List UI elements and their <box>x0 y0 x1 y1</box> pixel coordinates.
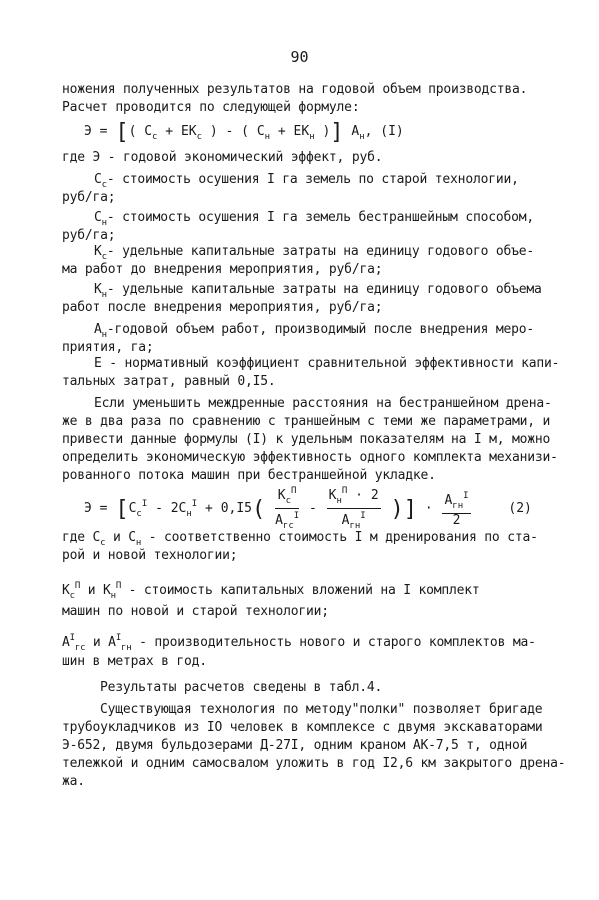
text-line: трубоукладчиков из IO человек в комплексе с двумя экскаваторами <box>62 720 543 735</box>
definition-e: Е - нормативный коэффициент сравнительной эффективности капи- <box>94 356 560 371</box>
text-line: рой и новой технологии; <box>62 548 238 563</box>
definition-kn: $К_н-$ удельные капитальные затраты на единицу годового объема <box>94 282 542 300</box>
text-line: жа. <box>62 774 85 789</box>
text-line: определить экономическую эффективность одного комплекта механизи- <box>62 450 558 465</box>
definition-cc: $С_с-$ стоимость осушения I га земель по старой технологии, <box>94 172 519 190</box>
text-line: Результаты расчетов сведены в табл.4. <box>100 680 383 695</box>
formula-1: Э = [( $С_с + ЕК_с$ ) - ( $С_н + ЕК_н$ )] $А_н$, (I) <box>84 120 404 145</box>
definition-an: $А_н$-годовой объем работ, производимый после внедрения меро- <box>94 322 534 340</box>
definition-c-pair: где $С_с$ и $С_н$ - соответственно стоимость I м дренирования по ста- <box>62 530 538 548</box>
text-line: шин в метрах в год. <box>62 654 207 669</box>
text-line: машин по новой и старой технологии; <box>62 604 329 619</box>
text-line: же в два раза по сравнению с траншейным с теми же параметрами, и <box>62 414 551 429</box>
text-line: привести данные формулы (I) к удельным показателям на I м, можно <box>62 432 551 447</box>
text-line: тележкой и одним самосвалом уложить в год I2,6 км закрытого дрена- <box>62 756 566 771</box>
page-number: 90 <box>290 48 309 66</box>
definition-cn: $С_н-$ стоимость осушения I га земель бестраншейным способом, <box>94 210 534 228</box>
text-line: работ после внедрения мероприятия, руб/га; <box>62 300 383 315</box>
text-line: Если уменьшить междренные расстояния на бестраншейном дрена- <box>94 396 552 411</box>
text-line: руб/га; <box>62 228 116 243</box>
text-line: рованного потока машин при бестраншейной укладке. <box>62 468 436 483</box>
text-line: Э-652, двумя бульдозерами Д-27I, одним краном АК-7,5 т, одной <box>62 738 528 753</box>
definition-kc: $К_с-$ удельные капитальные затраты на единицу годового объе- <box>94 244 534 262</box>
definition-a-pair: $А^I_{гс}$ и $А^I_{гн}$ - производительность нового и старого комплектов ма- <box>62 633 536 653</box>
text-line: руб/га; <box>62 190 116 205</box>
text-line: ма работ до внедрения мероприятия, руб/га; <box>62 262 383 277</box>
text-line: Существующая технология по методу"полки" позволяет бригаде <box>100 702 543 717</box>
text-line: приятия, га; <box>62 340 154 355</box>
text-line: тальных затрат, равный 0,I5. <box>62 374 276 389</box>
text-line: ножения полученных результатов на годовой объем производства. <box>62 82 528 97</box>
formula-2: $Э = [С_с^I - 2С_н^I + 0,I5$( $\frac{К_с^П}{А_{гс}^I}$ - $\frac{К_н^П \cdot 2}{А_{гн}^I}$ )] · $\frac{А_{гн}^I}{2}$ (2) <box>84 486 532 531</box>
definition-k-pair: $К_с^П$ и $К_н^П$ - стоимость капитальных вложений на I комплект <box>62 581 480 601</box>
text-line: Расчет проводится по следующей формуле: <box>62 100 360 115</box>
text-line: где Э - годовой экономический эффект, руб. <box>62 150 383 165</box>
